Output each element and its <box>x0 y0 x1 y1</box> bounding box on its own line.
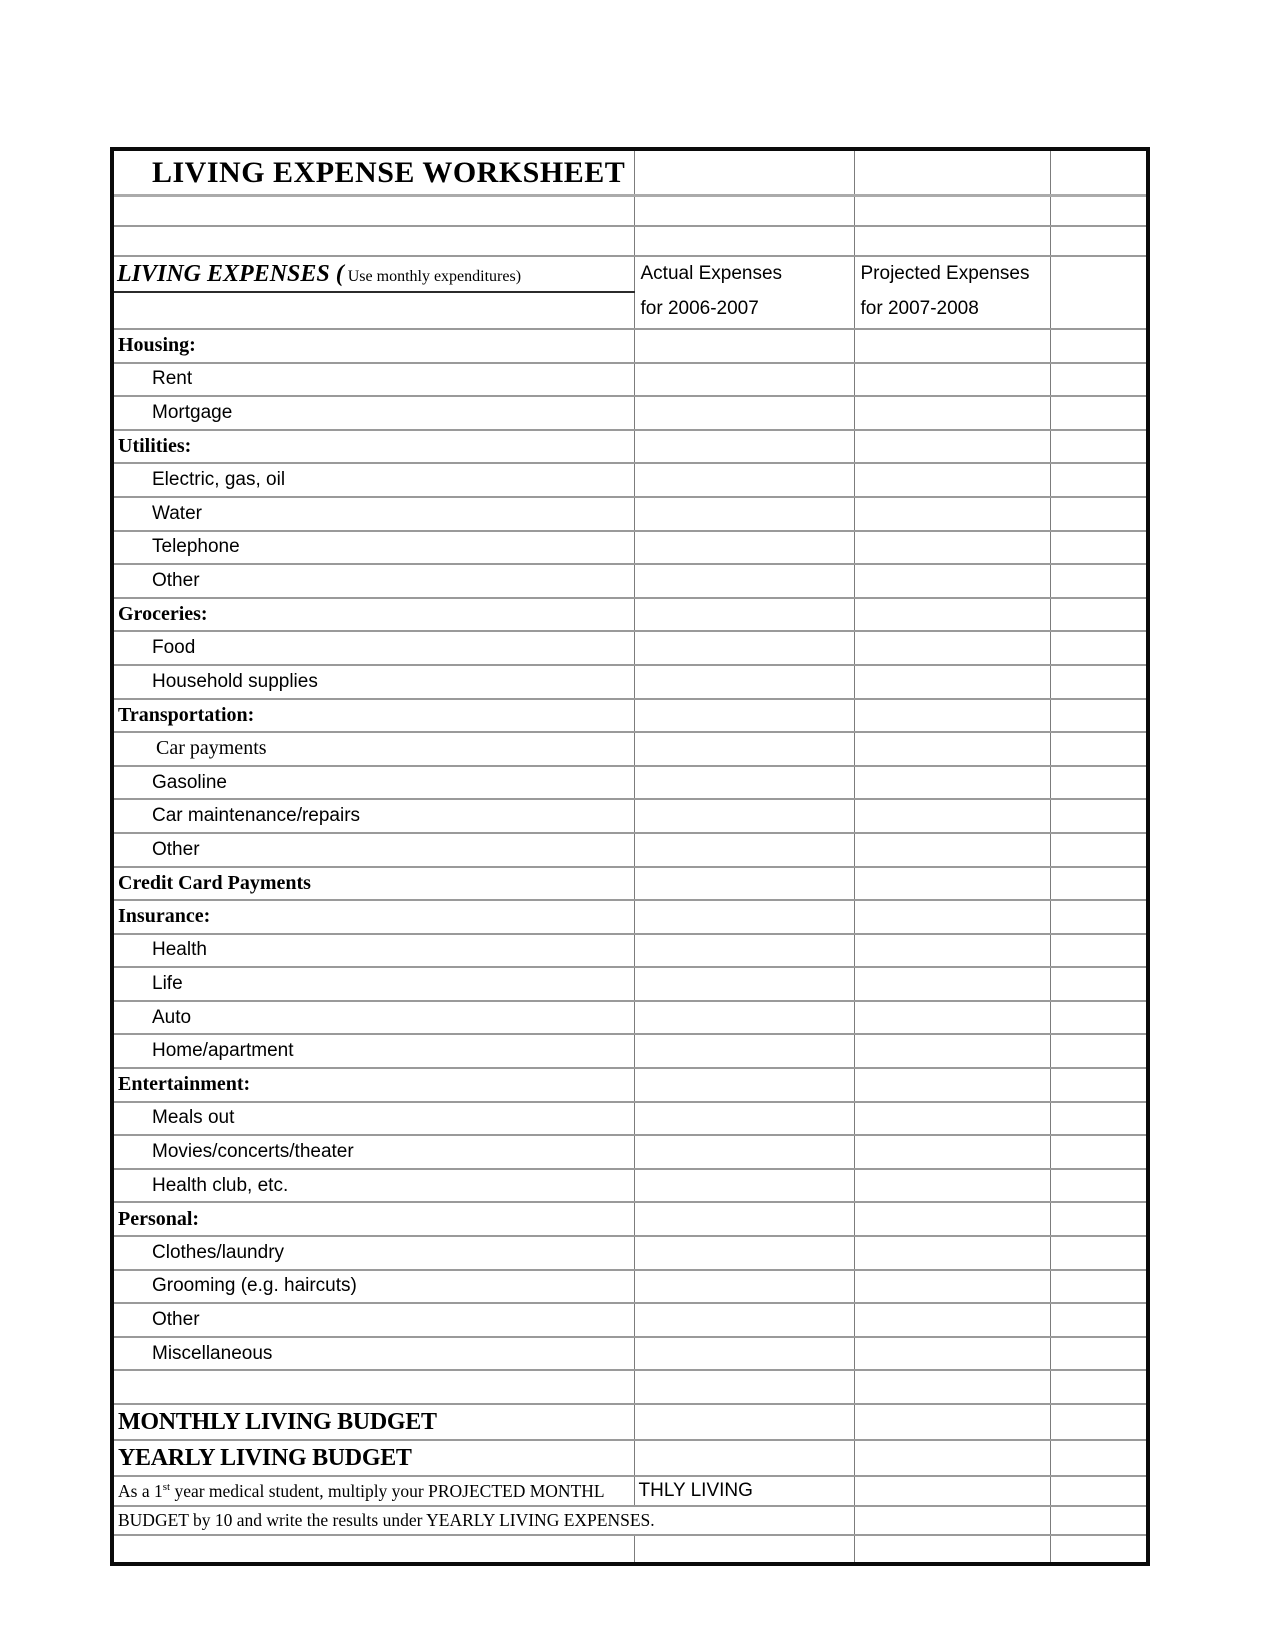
empty-cell <box>1050 900 1148 934</box>
projected-expense-cell <box>854 799 1050 833</box>
expense-row-label: Mortgage <box>152 401 233 423</box>
section-header-cell <box>112 900 634 934</box>
table-row <box>112 363 1148 397</box>
footnote-line1-rest: year medical student, multiply your PROJECTED MONTHL <box>170 1480 605 1501</box>
table-row <box>112 934 1148 968</box>
table-head-section <box>112 149 1148 329</box>
expense-table <box>110 147 1150 1566</box>
empty-cell <box>1050 1270 1148 1304</box>
table-row <box>112 497 1148 531</box>
footnote-line1-start: As a 1 <box>118 1480 163 1501</box>
actual-expense-cell <box>634 531 854 565</box>
expense-label-cell <box>112 1236 634 1270</box>
expense-label-cell <box>112 934 634 968</box>
actual-expense-cell <box>634 396 854 430</box>
projected-expense-cell <box>854 833 1050 867</box>
projected-expense-cell <box>854 1270 1050 1304</box>
footnote-row-1 <box>112 1476 1148 1506</box>
projected-expense-cell <box>854 699 1050 733</box>
section-header-cell <box>112 598 634 632</box>
actual-expense-cell <box>634 1370 854 1404</box>
table-row <box>112 665 1148 699</box>
expense-row-label: Groceries: <box>118 603 208 626</box>
expense-row-label: Entertainment: <box>118 1073 251 1096</box>
empty-cell <box>1050 226 1148 256</box>
section-header-cell <box>112 430 634 464</box>
actual-expense-cell <box>634 463 854 497</box>
actual-expenses-years: for 2006-2007 <box>640 298 759 319</box>
empty-cell <box>1050 1169 1148 1203</box>
empty-cell <box>854 149 1050 196</box>
blank-row <box>112 196 1148 227</box>
empty-cell <box>1050 196 1148 227</box>
footnote-overflow-cell <box>634 1476 854 1506</box>
table-row <box>112 799 1148 833</box>
empty-cell <box>854 196 1050 227</box>
projected-expense-cell <box>854 1102 1050 1136</box>
table-row <box>112 1303 1148 1337</box>
expense-label-cell <box>112 497 634 531</box>
table-row <box>112 732 1148 766</box>
expense-row-label: Food <box>152 637 196 659</box>
table-row <box>112 329 1148 363</box>
expense-row-label: Car payments <box>156 737 267 760</box>
actual-expense-cell <box>634 900 854 934</box>
expense-row-label: Household supplies <box>152 670 318 692</box>
empty-cell <box>634 196 854 227</box>
empty-cell <box>1050 564 1148 598</box>
actual-expense-cell <box>634 1202 854 1236</box>
table-row <box>112 1102 1148 1136</box>
actual-expense-cell <box>634 766 854 800</box>
expense-row-label: Insurance: <box>118 905 211 928</box>
expense-label-cell <box>112 799 634 833</box>
table-row <box>112 1337 1148 1371</box>
empty-cell <box>1050 732 1148 766</box>
empty-cell <box>634 149 854 196</box>
projected-expense-cell <box>854 396 1050 430</box>
actual-expenses-label: Actual Expenses <box>640 263 783 284</box>
worksheet-sheet <box>110 147 1150 1566</box>
empty-cell <box>112 196 634 227</box>
empty-cell <box>1050 1202 1148 1236</box>
actual-expense-cell <box>634 799 854 833</box>
projected-expense-cell <box>854 1068 1050 1102</box>
expense-label-cell <box>112 463 634 497</box>
empty-cell <box>1050 833 1148 867</box>
projected-expenses-label: Projected Expenses <box>860 263 1030 284</box>
projected-expense-cell <box>854 463 1050 497</box>
actual-expense-cell <box>634 1135 854 1169</box>
empty-cell <box>634 226 854 256</box>
projected-expense-cell <box>854 1169 1050 1203</box>
expense-label-cell <box>112 1303 634 1337</box>
expense-row-label: Meals out <box>152 1107 235 1129</box>
table-row <box>112 1202 1148 1236</box>
actual-expense-cell <box>634 1034 854 1068</box>
expense-row-label: Home/apartment <box>152 1040 294 1062</box>
footnote-line2-cell <box>112 1506 854 1535</box>
empty-cell <box>1050 699 1148 733</box>
projected-expense-cell <box>854 732 1050 766</box>
expense-label-cell <box>112 732 634 766</box>
expense-label-cell <box>112 833 634 867</box>
empty-cell <box>1050 1476 1148 1506</box>
expense-row-label: Transportation: <box>118 703 255 726</box>
projected-expenses-header-cell <box>854 256 1050 329</box>
footnote-line2-text: BUDGET by 10 and write the results under YEARLY LIVING EXPENSES. <box>118 1510 655 1530</box>
expense-row-label: Miscellaneous <box>152 1342 273 1364</box>
actual-expense-cell <box>634 631 854 665</box>
projected-expense-cell <box>854 1202 1050 1236</box>
expense-label-cell <box>112 396 634 430</box>
projected-expense-cell <box>854 631 1050 665</box>
projected-expense-cell <box>854 934 1050 968</box>
blank-row <box>112 1370 1148 1404</box>
blank-row <box>112 226 1148 256</box>
empty-cell <box>1050 329 1148 363</box>
empty-cell <box>1050 396 1148 430</box>
projected-expense-cell <box>854 1001 1050 1035</box>
empty-cell <box>1050 934 1148 968</box>
expense-row-label: Life <box>152 973 183 995</box>
section-header-cell <box>112 329 634 363</box>
actual-expense-cell <box>634 833 854 867</box>
footnote-line1-cell <box>112 1476 634 1506</box>
projected-expense-cell <box>854 867 1050 901</box>
expense-row-label: Auto <box>152 1006 192 1028</box>
projected-expense-cell <box>854 665 1050 699</box>
projected-expense-cell <box>854 766 1050 800</box>
empty-cell <box>1050 1404 1148 1440</box>
empty-cell <box>1050 631 1148 665</box>
monthly-budget-label: MONTHLY LIVING BUDGET <box>112 1404 634 1440</box>
actual-expense-cell <box>634 1337 854 1371</box>
empty-cell <box>1050 497 1148 531</box>
expense-label-cell <box>112 967 634 1001</box>
projected-expense-cell <box>854 1404 1050 1440</box>
expense-row-label: Housing: <box>118 334 196 357</box>
table-row <box>112 531 1148 565</box>
expense-row-label: Clothes/laundry <box>152 1241 285 1263</box>
table-row <box>112 1270 1148 1304</box>
table-row <box>112 699 1148 733</box>
living-expenses-header-cell <box>112 256 634 292</box>
actual-expense-cell <box>634 1236 854 1270</box>
projected-expense-cell <box>854 1034 1050 1068</box>
footnote-overflow-text: THLY LIVING <box>638 1480 753 1501</box>
table-row <box>112 900 1148 934</box>
projected-expense-cell <box>854 531 1050 565</box>
expense-row-label: Credit Card Payments <box>118 871 311 894</box>
empty-cell <box>1050 1102 1148 1136</box>
empty-cell <box>1050 531 1148 565</box>
projected-expense-cell <box>854 1135 1050 1169</box>
living-expenses-note: Use monthly expenditures) <box>343 267 522 285</box>
empty-cell <box>1050 1337 1148 1371</box>
actual-expense-cell <box>634 1102 854 1136</box>
expense-label-cell <box>112 1034 634 1068</box>
expense-row-label: Telephone <box>152 536 240 558</box>
empty-cell <box>854 226 1050 256</box>
table-row <box>112 1135 1148 1169</box>
actual-expense-cell <box>634 967 854 1001</box>
projected-expense-cell <box>854 900 1050 934</box>
empty-cell <box>634 1535 854 1564</box>
expense-label-cell <box>112 531 634 565</box>
actual-expense-cell <box>634 430 854 464</box>
actual-expense-cell <box>634 1068 854 1102</box>
expense-row-label: Grooming (e.g. haircuts) <box>152 1275 357 1297</box>
table-row <box>112 1068 1148 1102</box>
empty-cell <box>854 1535 1050 1564</box>
projected-expense-cell <box>854 1476 1050 1506</box>
projected-expense-cell <box>854 430 1050 464</box>
empty-cell <box>1050 766 1148 800</box>
expense-label-cell <box>112 1135 634 1169</box>
expense-row-label: Gasoline <box>152 771 227 793</box>
expense-label-cell <box>112 1337 634 1371</box>
table-row <box>112 1169 1148 1203</box>
projected-expense-cell <box>854 598 1050 632</box>
projected-expense-cell <box>854 1236 1050 1270</box>
table-row <box>112 631 1148 665</box>
table-row <box>112 598 1148 632</box>
expense-row-label: Other <box>152 1309 200 1331</box>
projected-expense-cell <box>854 1506 1050 1535</box>
actual-expense-cell <box>634 564 854 598</box>
table-row <box>112 1001 1148 1035</box>
table-row <box>112 564 1148 598</box>
empty-cell <box>112 226 634 256</box>
expense-row-label: Utilities: <box>118 435 192 458</box>
empty-cell <box>1050 967 1148 1001</box>
section-header-cell <box>112 699 634 733</box>
empty-cell <box>1050 665 1148 699</box>
empty-cell <box>1050 799 1148 833</box>
expense-label-cell <box>112 363 634 397</box>
actual-expense-cell <box>634 1440 854 1476</box>
living-expenses-label: LIVING EXPENSES ( <box>117 260 344 287</box>
expense-label-cell <box>112 1102 634 1136</box>
title-row <box>112 149 1148 196</box>
title-cell <box>112 149 634 196</box>
empty-cell <box>1050 149 1148 196</box>
expense-label-cell <box>112 564 634 598</box>
projected-expense-cell <box>854 1370 1050 1404</box>
table-row <box>112 396 1148 430</box>
empty-cell <box>1050 1535 1148 1564</box>
footnote-row-2 <box>112 1506 1148 1535</box>
expense-label-cell <box>112 1270 634 1304</box>
actual-expense-cell <box>634 1303 854 1337</box>
blank-row <box>112 1535 1148 1564</box>
empty-cell <box>1050 363 1148 397</box>
projected-expense-cell <box>854 967 1050 1001</box>
empty-cell <box>1050 1370 1148 1404</box>
expense-row-label: Electric, gas, oil <box>152 469 286 491</box>
monthly-budget-row <box>112 1404 1148 1440</box>
empty-cell <box>1050 1506 1148 1535</box>
empty-header-cell <box>1050 256 1148 329</box>
actual-expense-cell <box>634 665 854 699</box>
empty-cell <box>1050 1440 1148 1476</box>
actual-expense-cell <box>634 598 854 632</box>
empty-cell <box>112 1535 634 1564</box>
expense-label-cell <box>112 1370 634 1404</box>
projected-expense-cell <box>854 497 1050 531</box>
actual-expense-cell <box>634 934 854 968</box>
table-row <box>112 766 1148 800</box>
empty-cell <box>1050 430 1148 464</box>
actual-expense-cell <box>634 497 854 531</box>
expense-rows-section <box>112 329 1148 1404</box>
table-row <box>112 1236 1148 1270</box>
empty-cell <box>1050 1236 1148 1270</box>
page-title: LIVING EXPENSE WORKSHEET <box>152 155 626 189</box>
expense-row-label: Movies/concerts/theater <box>152 1141 354 1163</box>
empty-cell <box>1050 463 1148 497</box>
actual-expense-cell <box>634 1169 854 1203</box>
expense-row-label: Rent <box>152 368 193 390</box>
expense-label-cell <box>112 665 634 699</box>
yearly-budget-row <box>112 1440 1148 1476</box>
expense-label-cell <box>112 1001 634 1035</box>
empty-cell <box>1050 1135 1148 1169</box>
actual-expense-cell <box>634 867 854 901</box>
section-header-cell <box>112 1202 634 1236</box>
expense-row-label: Other <box>152 569 200 591</box>
table-footer-section <box>112 1404 1148 1564</box>
empty-cell <box>1050 1068 1148 1102</box>
actual-expense-cell <box>634 1270 854 1304</box>
column-header-row <box>112 256 1148 292</box>
section-header-cell <box>112 867 634 901</box>
projected-expense-cell <box>854 363 1050 397</box>
table-row <box>112 833 1148 867</box>
table-row <box>112 967 1148 1001</box>
actual-expense-cell <box>634 363 854 397</box>
actual-expense-cell <box>634 732 854 766</box>
expense-label-cell <box>112 631 634 665</box>
empty-cell <box>1050 1001 1148 1035</box>
actual-expense-cell <box>634 699 854 733</box>
table-row <box>112 867 1148 901</box>
empty-cell <box>112 292 634 329</box>
projected-expense-cell <box>854 1440 1050 1476</box>
actual-expense-cell <box>634 329 854 363</box>
actual-expenses-header-cell <box>634 256 854 329</box>
expense-label-cell <box>112 766 634 800</box>
projected-expense-cell <box>854 1337 1050 1371</box>
empty-cell <box>1050 1034 1148 1068</box>
table-row <box>112 1034 1148 1068</box>
expense-label-cell <box>112 1169 634 1203</box>
expense-row-label: Car maintenance/repairs <box>152 805 361 827</box>
expense-row-label: Health <box>152 939 207 961</box>
projected-expense-cell <box>854 329 1050 363</box>
empty-cell <box>1050 598 1148 632</box>
table-row <box>112 463 1148 497</box>
empty-cell <box>1050 1303 1148 1337</box>
yearly-budget-label: YEARLY LIVING BUDGET <box>112 1440 634 1476</box>
expense-row-label: Personal: <box>118 1207 200 1230</box>
empty-cell <box>1050 867 1148 901</box>
footnote-superscript: st <box>162 1480 171 1493</box>
actual-expense-cell <box>634 1404 854 1440</box>
table-row <box>112 430 1148 464</box>
expense-row-label: Other <box>152 838 200 860</box>
projected-expenses-years: for 2007-2008 <box>860 298 979 319</box>
projected-expense-cell <box>854 564 1050 598</box>
expense-row-label: Water <box>152 502 202 524</box>
projected-expense-cell <box>854 1303 1050 1337</box>
section-header-cell <box>112 1068 634 1102</box>
expense-row-label: Health club, etc. <box>152 1174 289 1196</box>
actual-expense-cell <box>634 1001 854 1035</box>
